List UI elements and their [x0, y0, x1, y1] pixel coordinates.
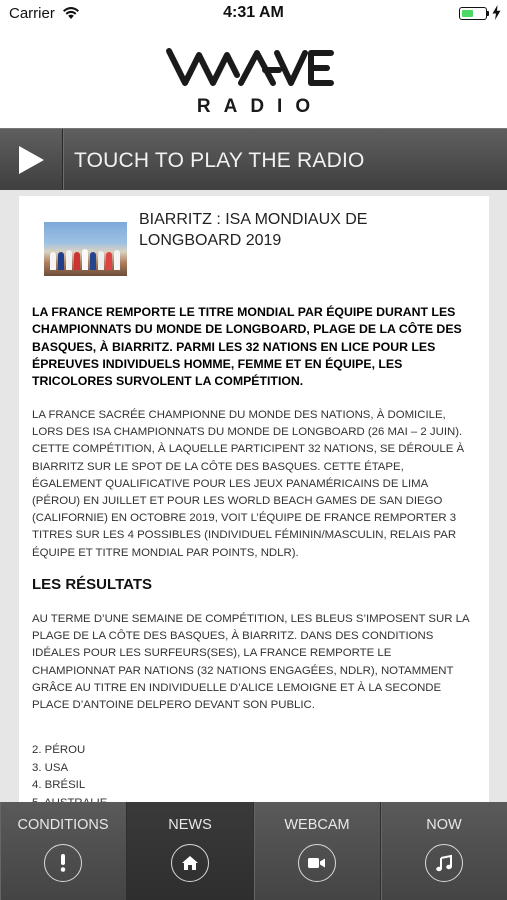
clock: 4:31 AM — [223, 4, 284, 21]
exclamation-icon — [44, 844, 82, 882]
play-icon — [17, 145, 45, 175]
status-bar — [0, 0, 507, 28]
tab-webcam[interactable] — [254, 802, 381, 900]
article-thumbnail[interactable] — [44, 222, 127, 276]
tab-conditions[interactable] — [0, 802, 127, 900]
tab-now[interactable] — [381, 802, 507, 900]
tab-label: WEBCAM — [284, 817, 350, 833]
logo-subtitle: RADIO — [196, 96, 324, 117]
wave-logo — [165, 46, 337, 88]
play-label[interactable]: TOUCH TO PLAY THE RADIO — [74, 149, 365, 172]
app-header — [0, 28, 507, 128]
tab-news[interactable] — [127, 802, 254, 900]
ranking-item: 2. PÉROU — [32, 744, 86, 756]
play-button[interactable] — [0, 129, 63, 191]
results-heading: LES RÉSULTATS — [32, 576, 152, 593]
tab-label: NOW — [426, 817, 462, 833]
article-title[interactable]: BIARRITZ : ISA MONDIAUX DE LONGBOARD 2019 — [139, 211, 368, 249]
news-article[interactable] — [19, 196, 489, 802]
ranking-item: 3. USA — [32, 761, 69, 774]
article-lead: LA FRANCE REMPORTE LE TITRE MONDIAL PAR ÉQUIPE DURANT LES CHAMPIONNATS DU MONDE DE LONGBOARD, PLAGE DE LA CÔTE DES BASQUES, À BIARRITZ. PARMI LES 32 NATIONS EN LICE POUR LES ÉPREUVES INDIVIDUELS HOMME, FEMME ET EN ÉQUIPE, LES TRICOLORES SURVOLENT LA COMPÉTITION. — [32, 305, 462, 389]
tab-label: NEWS — [168, 817, 212, 833]
carrier-label: Carrier — [9, 5, 55, 22]
article-paragraph: LA FRANCE SACRÉE CHAMPIONNE DU MONDE DES NATIONS, À DOMICILE, LORS DES ISA CHAMPIONNATS DU MONDE DE LONGBOARD (26 MAI – 2 JUIN). CETTE COMPÉTITION, À LAQUELLE PARTICIPENT 32 NATIONS, SE DÉROULE À BIARRITZ SUR LE SPOT DE LA CÔTE DES BASQUES. CETTE ÉTAPE, ÉGALEMENT QUALIFICATIVE POUR LES JEUX PANAMÉRICAINS DE LIMA (PÉROU) EN JUILLET ET POUR LES WORLD BEACH GAMES DE SAN DIEGO (CALIFORNIE) EN OCTOBRE 2019, VOIT L’ÉQUIPE DE FRANCE REMPORTER 3 TITRES SUR LES 4 POSSIBLES (INDIVIDUEL FÉMININ/MASCULIN, RELAIS PAR ÉQUIPE ET TITRE MONDIAL PAR POINTS, NDLR). — [32, 409, 465, 559]
article-paragraph: AU TERME D’UNE SEMAINE DE COMPÉTITION, LES BLEUS S’IMPOSENT SUR LA PLAGE DE LA CÔTE DES BASQUES, À BIARRITZ. DANS DES CONDITIONS IDÉALES POUR LES SURFEURS(SES), LA FRANCE REMPORTE LE CHAMPIONNAT PAR NATIONS (32 NATIONS ENGAGÉES, NDLR), NOTAMMENT GRÂCE AU TITRE EN INDIVIDUELLE D’ALICE LEMOIGNE ET À LA SECONDE PLACE D’ANTOINE DELPERO DEVANT SON PUBLIC. — [32, 613, 469, 712]
tab-label: CONDITIONS — [17, 817, 109, 833]
ranking-item: 4. BRÉSIL — [32, 779, 86, 791]
home-icon — [171, 844, 209, 882]
video-camera-icon — [298, 844, 336, 882]
radio-player-bar[interactable] — [0, 128, 507, 190]
music-note-icon — [425, 844, 463, 882]
battery-icon — [459, 7, 487, 20]
charging-bolt-icon — [492, 5, 501, 20]
bottom-tab-bar — [0, 802, 507, 900]
